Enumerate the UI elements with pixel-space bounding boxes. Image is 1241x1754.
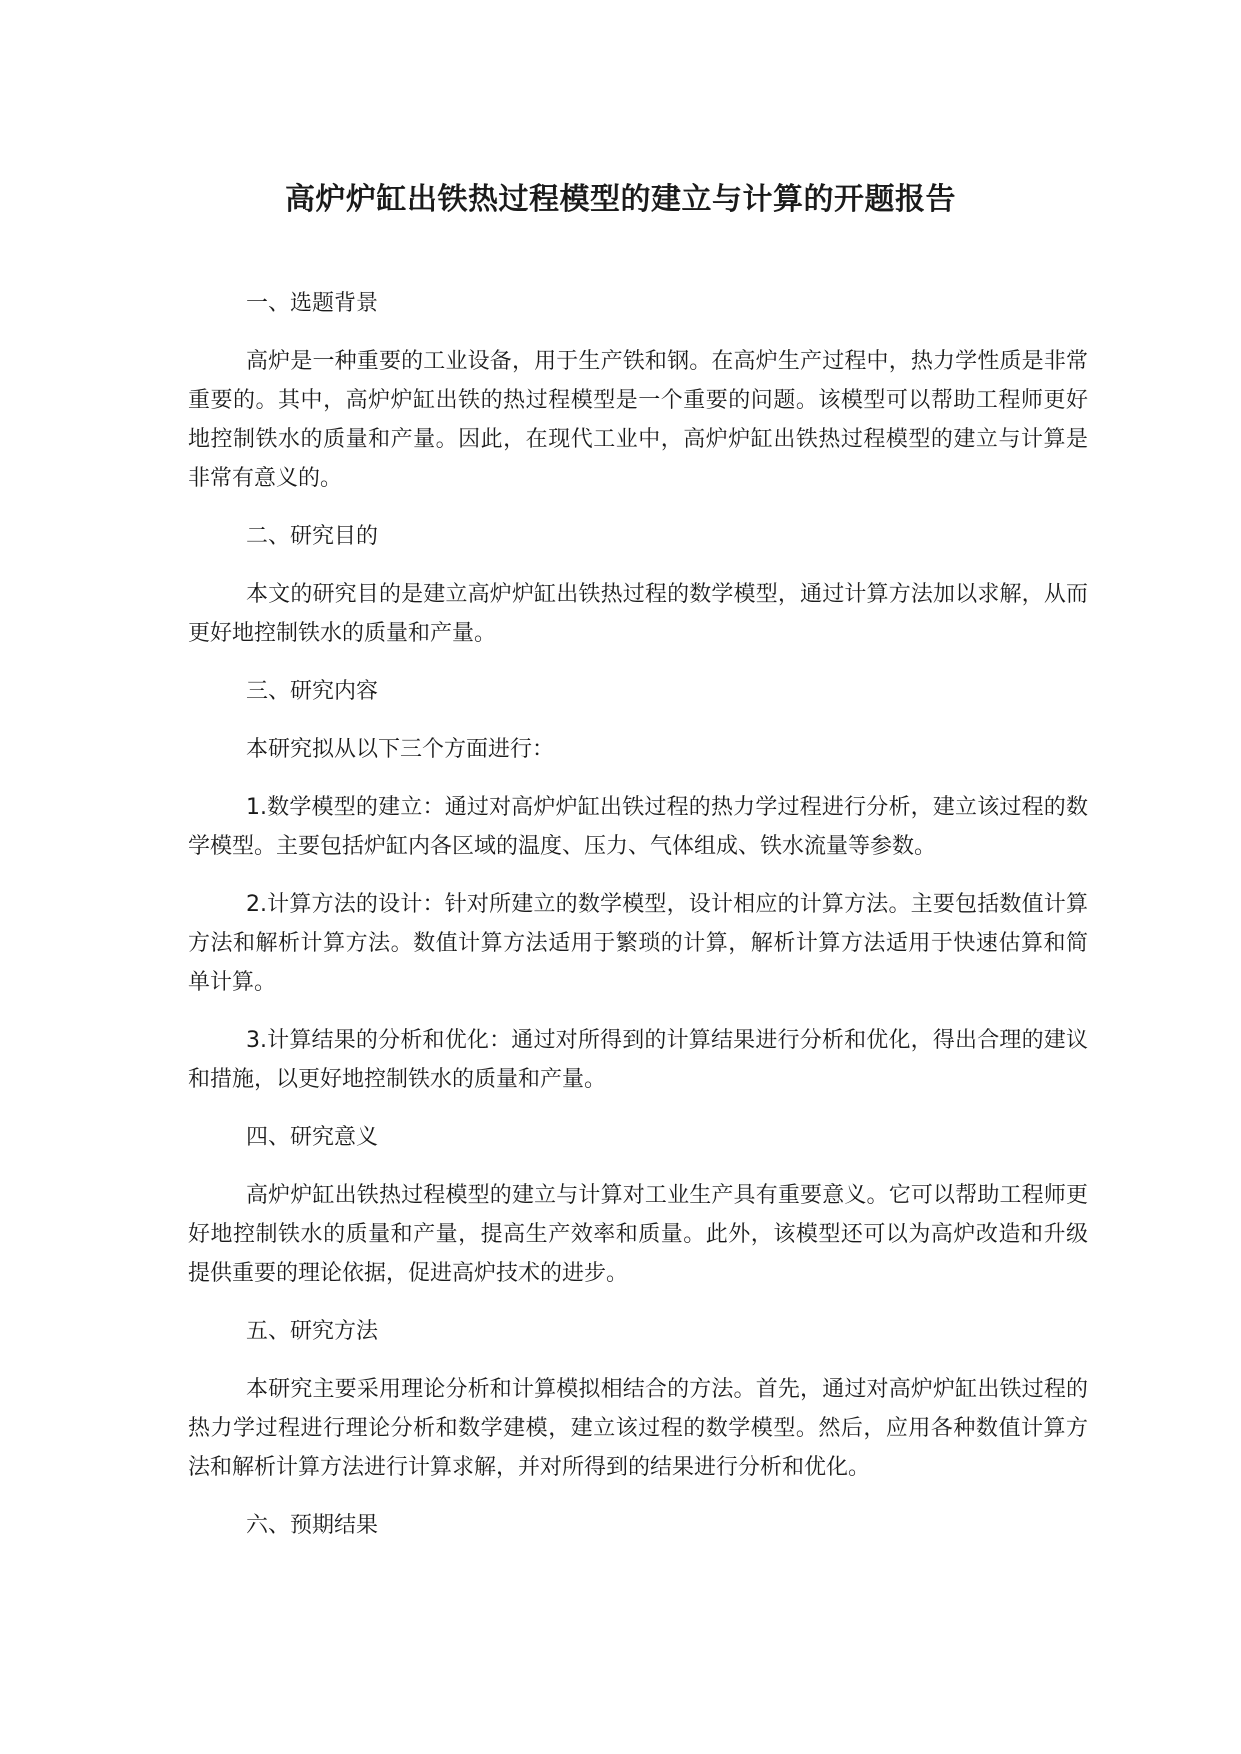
paragraph-content-item-3: 3.计算结果的分析和优化：通过对所得到的计算结果进行分析和优化，得出合理的建议和措施，以更好地控制铁水的质量和产量。 [188,1028,1088,1092]
section-heading-content: 三、研究内容 [246,679,379,704]
paragraph-content-item-2: 2.计算方法的设计：针对所建立的数学模型，设计相应的计算方法。主要包括数值计算方法和解析计算方法。数值计算方法适用于繁琐的计算，解析计算方法适用于快速估算和简单计算。 [188,892,1088,995]
section-heading-expected-results: 六、预期结果 [246,1513,379,1538]
paragraph-content-intro: 本研究拟从以下三个方面进行： [246,737,555,762]
section-heading-background: 一、选题背景 [246,291,379,316]
document-body [188,284,1088,1564]
paragraph-content-item-1: 1.数学模型的建立：通过对高炉炉缸出铁过程的热力学过程进行分析，建立该过程的数学模型。主要包括炉缸内各区域的温度、压力、气体组成、铁水流量等参数。 [188,795,1088,859]
paragraph-purpose: 本文的研究目的是建立高炉炉缸出铁热过程的数学模型，通过计算方法加以求解，从而更好地控制铁水的质量和产量。 [188,582,1088,646]
paragraph-background: 高炉是一种重要的工业设备，用于生产铁和钢。在高炉生产过程中，热力学性质是非常重要的。其中，高炉炉缸出铁的热过程模型是一个重要的问题。该模型可以帮助工程师更好地控制铁水的质量和产量。因此，在现代工业中，高炉炉缸出铁热过程模型的建立与计算是非常有意义的。 [188,349,1088,491]
section-heading-method: 五、研究方法 [246,1319,379,1344]
paragraph-method: 本研究主要采用理论分析和计算模拟相结合的方法。首先，通过对高炉炉缸出铁过程的热力学过程进行理论分析和数学建模，建立该过程的数学模型。然后，应用各种数值计算方法和解析计算方法进行计算求解，并对所得到的结果进行分析和优化。 [188,1377,1088,1480]
section-heading-significance: 四、研究意义 [246,1125,379,1150]
paragraph-significance: 高炉炉缸出铁热过程模型的建立与计算对工业生产具有重要意义。它可以帮助工程师更好地控制铁水的质量和产量，提高生产效率和质量。此外，该模型还可以为高炉改造和升级提供重要的理论依据，促进高炉技术的进步。 [188,1183,1088,1286]
section-heading-purpose: 二、研究目的 [246,524,379,549]
document-title: 高炉炉缸出铁热过程模型的建立与计算的开题报告 [285,182,956,217]
